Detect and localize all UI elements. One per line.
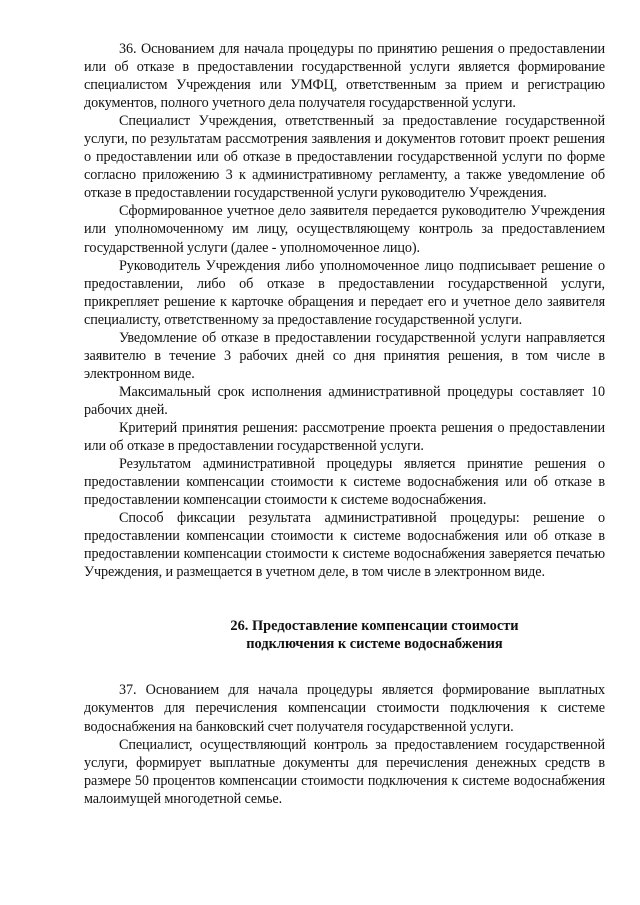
paragraph-36-9: Способ фиксации результата административной процедуры: решение о предоставлении компенсации стоимости к системе водоснабжения или об отказе в предоставлении компенсации стоимости к системе водоснабжения заверяется печатью Учреждения, и размещается в учетном деле, в том числе в электронном виде. (84, 510, 605, 581)
paragraph-37-1: 37. Основанием для начала процедуры является формирование выплатных документов для перечисления компенсации стоимости подключения к системе водоснабжения на банковский счет получателя государственной услуги. (84, 682, 605, 735)
spacer (84, 653, 605, 681)
paragraph-36-5: Уведомление об отказе в предоставлении государственной услуги направляется заявителю в течение 3 рабочих дней со дня принятия решения, в том числе в электронном виде. (84, 329, 605, 382)
spacer (84, 599, 605, 617)
paragraph-36-8: Результатом административной процедуры является принятие решения о предоставлении компенсации стоимости к системе водоснабжения или об отказе в предоставлении компенсации стоимости к системе водоснабжения. (84, 456, 605, 509)
section-heading-line-2: подключения к системе водоснабжения (246, 636, 503, 653)
section-heading-line-1: 26. Предоставление компенсации стоимости (230, 618, 519, 635)
section-36 (84, 40, 605, 581)
paragraph-36-4: Руководитель Учреждения либо уполномоченное лицо подписывает решение о предоставлении, либо об отказе в предоставлении государственной услуги, прикрепляет решение к карточке обращения и передает его и учетное дело заявителя специалисту, ответственному за предоставление государственной услуги. (84, 257, 605, 328)
paragraph-37-2: Специалист, осуществляющий контроль за предоставлением государственной услуги, формирует выплатные документы для перечисления денежных средств в размере 50 процентов компенсации стоимости подключения к системе водоснабжения малоимущей многодетной семье. (84, 736, 605, 807)
paragraph-36-6: Максимальный срок исполнения административной процедуры составляет 10 рабочих дней. (84, 383, 605, 418)
section-37 (84, 681, 605, 807)
paragraph-36-2: Специалист Учреждения, ответственный за предоставление государственной услуги, по результатам рассмотрения заявления и документов готовит проект решения о предоставлении или об отказе в предоставлении государственной услуги по форме согласно приложению 3 к административному регламенту, а также уведомление об отказе в предоставлении государственной услуги руководителю Учреждения. (84, 113, 605, 202)
paragraph-36-3: Сформированное учетное дело заявителя передается руководителю Учреждения или уполномоченному им лицу, осуществляющему контроль за предоставлением государственной услуги (далее - уполномоченное лицо). (84, 203, 605, 256)
paragraph-36-7: Критерий принятия решения: рассмотрение проекта решения о предоставлении или об отказе в предоставлении государственной услуги. (84, 419, 605, 455)
document-page (84, 40, 605, 808)
paragraph-36-1: 36. Основанием для начала процедуры по принятию решения о предоставлении или об отказе в предоставлении государственной услуги является формирование специалистом Учреждения или УМФЦ, ответственным за прием и регистрацию документов, полного учетного дела получателя государственной услуги. (84, 41, 605, 112)
